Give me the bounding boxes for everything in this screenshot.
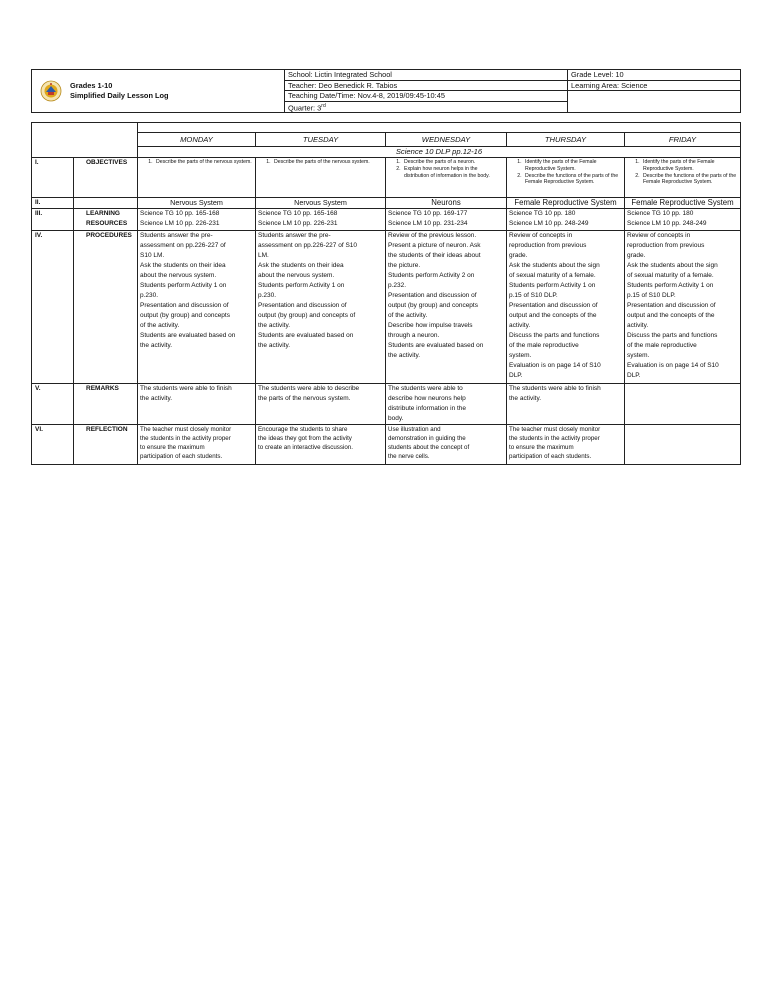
top-blank-strip (138, 123, 741, 133)
text-line: to ensure the maximum (140, 444, 205, 451)
objectives-tuesday (256, 158, 386, 198)
remarks-friday (625, 384, 741, 425)
text-line: system. (509, 352, 532, 359)
text-line: The students were able to (388, 385, 463, 392)
lesson-plan-grid (31, 122, 741, 465)
text-line: Presentation and discussion of (140, 302, 229, 309)
objective-item: 1. Describe the parts of the nervous system. (272, 159, 383, 166)
text-line: participation of each students. (140, 453, 223, 460)
text-line: output and the concepts of the (509, 312, 597, 319)
resources-wednesday (386, 209, 507, 231)
objective-item: 1. Identify the parts of the Female Reproductive System. (523, 159, 622, 173)
text-line: Review of concepts in (509, 232, 573, 239)
text-line: Students perform Activity 1 on (509, 282, 596, 289)
procedures-row (32, 231, 741, 384)
day-monday: MONDAY (138, 133, 256, 147)
objectives-friday (625, 158, 741, 198)
reflection-monday (138, 425, 256, 465)
row-label-line: LEARNING (86, 210, 120, 217)
text-line: the picture. (388, 262, 421, 269)
procedures-thursday (507, 231, 625, 384)
text-line: Students perform Activity 1 on (627, 282, 714, 289)
text-line: Science TG 10 pp. 180 (509, 210, 576, 217)
text-line: The students were able to finish (140, 385, 232, 392)
day-friday: FRIDAY (625, 133, 741, 147)
text-line: assessment on pp.226-227 of (140, 242, 226, 249)
text-line: p.15 of S10 DLP. (627, 292, 676, 299)
text-line: Science TG 10 pp. 165-168 (140, 210, 220, 217)
quarter-suffix: rd (321, 102, 326, 109)
text-line: system. (627, 352, 650, 359)
quarter-field (285, 101, 568, 113)
reflection-tuesday (256, 425, 386, 465)
row-label: REMARKS (74, 384, 138, 425)
teaching-date-field: Teaching Date/Time: Nov.4-8, 2019/09:45-10:45 (285, 91, 568, 102)
text-line: the students in the activity proper (509, 435, 600, 442)
text-line: Science LM 10 pp. 226-231 (140, 220, 220, 227)
text-line: Encourage the students to share (258, 426, 348, 433)
quarter-text: Quarter: 3 (288, 102, 322, 112)
text-line: Presentation and discussion of (388, 292, 477, 299)
text-line: Students are evaluated based on (258, 332, 354, 339)
text-line: LM. (258, 252, 269, 259)
text-line: about the nervous system. (258, 272, 335, 279)
text-line: Students are evaluated based on (140, 332, 236, 339)
remarks-wednesday (386, 384, 507, 425)
text-line: Discuss the parts and functions (509, 332, 600, 339)
text-line: distribute information in the (388, 405, 467, 412)
procedures-wednesday (386, 231, 507, 384)
text-line: The students were able to describe (258, 385, 360, 392)
dlp-reference: Science 10 DLP pp.12-16 (138, 147, 741, 158)
text-line: of the male reproductive (627, 342, 697, 349)
text-line: Use illustration and (388, 426, 441, 433)
objective-item: 2. Explain how neuron helps in the distribution of information in the body. (402, 166, 504, 180)
text-line: the ideas they got from the activity (258, 435, 352, 442)
text-line: Students are evaluated based on (388, 342, 484, 349)
topic-monday: Nervous System (138, 198, 256, 209)
text-line: Presentation and discussion of (509, 302, 598, 309)
text-line: Review of concepts in (627, 232, 691, 239)
text-line: Students perform Activity 2 on (388, 272, 475, 279)
log-title: Simplified Daily Lesson Log (70, 91, 169, 101)
text-line: the activity. (258, 322, 291, 329)
text-line: Evaluation is on page 14 of S10 (509, 362, 601, 369)
row-label: PROCEDURES (74, 231, 138, 384)
objectives-wednesday (386, 158, 507, 198)
objective-item: 1. Identify the parts of the Female Reproductive System. (641, 159, 738, 173)
row-number: I. (32, 158, 74, 198)
text-line: Evaluation is on page 14 of S10 (627, 362, 719, 369)
text-line: output (by group) and concepts of (258, 312, 356, 319)
text-line: activity. (509, 322, 531, 329)
text-line: to create an interactive discussion. (258, 444, 353, 451)
text-line: assessment on pp.226-227 of S10 (258, 242, 358, 249)
row-number: II. (32, 198, 74, 209)
log-grade-range: Grades 1-10 (70, 81, 113, 91)
text-line: Students perform Activity 1 on (140, 282, 227, 289)
resources-row (32, 209, 741, 231)
reflection-friday (625, 425, 741, 465)
text-line: Discuss the parts and functions (627, 332, 718, 339)
teacher-field: Teacher: Deo Benedick R. Tabios (285, 80, 568, 91)
text-line: of sexual maturity of a female. (627, 272, 714, 279)
procedures-friday (625, 231, 741, 384)
text-line: The students were able to finish (509, 385, 601, 392)
objective-item: 2. Describe the functions of the parts of the Female Reproductive System. (641, 173, 738, 187)
text-line: output (by group) and concepts (388, 302, 478, 309)
text-line: demonstration in guiding the (388, 435, 466, 442)
text-line: output and the concepts of the (627, 312, 715, 319)
text-line: the activity. (140, 342, 173, 349)
text-line: Ask the students on their idea (140, 262, 226, 269)
text-line: the parts of the nervous system. (258, 395, 351, 402)
resources-thursday (507, 209, 625, 231)
text-line: DLP. (509, 372, 523, 379)
text-line: the students in the activity proper (140, 435, 231, 442)
procedures-tuesday (256, 231, 386, 384)
text-line: output (by group) and concepts (140, 312, 230, 319)
header-title-cell (32, 70, 285, 113)
day-wednesday: WEDNESDAY (386, 133, 507, 147)
text-line: Science TG 10 pp. 169-177 (388, 210, 468, 217)
topic-friday: Female Reproductive System (625, 198, 741, 209)
text-line: DLP. (627, 372, 641, 379)
text-line: reproduction from previous (509, 242, 587, 249)
text-line: the nerve cells. (388, 453, 430, 460)
text-line: p.15 of S10 DLP. (509, 292, 558, 299)
lesson-log-header (31, 69, 741, 113)
text-line: students about the concept of (388, 444, 470, 451)
text-line: Science LM 10 pp. 248-249 (627, 220, 707, 227)
text-line: grade. (509, 252, 528, 259)
objectives-monday (138, 158, 256, 198)
resources-friday (625, 209, 741, 231)
row-number: III. (32, 209, 74, 231)
reflection-thursday (507, 425, 625, 465)
text-line: Ask the students about the sign (627, 262, 718, 269)
text-line: Students perform Activity 1 on (258, 282, 345, 289)
days-row (32, 133, 741, 147)
text-line: activity. (627, 322, 649, 329)
text-line: through a neuron. (388, 332, 440, 339)
text-line: The teacher must closely monitor (140, 426, 232, 433)
text-line: Science TG 10 pp. 180 (627, 210, 694, 217)
text-line: Science TG 10 pp. 165-168 (258, 210, 338, 217)
text-line: to ensure the maximum (509, 444, 574, 451)
text-line: Science LM 10 pp. 226-231 (258, 220, 338, 227)
text-line: p.232. (388, 282, 407, 289)
text-line: of the activity. (140, 322, 180, 329)
objectives-row (32, 158, 741, 198)
text-line: body. (388, 415, 404, 422)
text-line: the activity. (140, 395, 173, 402)
learning-area-field: Learning Area: Science (568, 80, 741, 91)
grade-level-field: Grade Level: 10 (568, 70, 741, 81)
text-line: p.230. (258, 292, 277, 299)
text-line: the activity. (509, 395, 542, 402)
text-line: Presentation and discussion of (627, 302, 716, 309)
row-label: OBJECTIVES (74, 158, 138, 198)
row-number: IV. (32, 231, 74, 384)
objective-item: 1. Describe the parts of a neuron. (402, 159, 504, 166)
text-line: reproduction from previous (627, 242, 705, 249)
row-label (74, 209, 138, 231)
deped-seal-icon (40, 80, 62, 102)
text-line: the activity. (258, 342, 291, 349)
text-line: Ask the students about the sign (509, 262, 600, 269)
objective-item: 2. Describe the functions of the parts of the Female Reproductive System. (523, 173, 622, 187)
text-line: Present a picture of neuron. Ask (388, 242, 481, 249)
row-number: V. (32, 384, 74, 425)
remarks-row (32, 384, 741, 425)
resources-tuesday (256, 209, 386, 231)
text-line: The teacher must closely monitor (509, 426, 601, 433)
topic-thursday: Female Reproductive System (507, 198, 625, 209)
remarks-thursday (507, 384, 625, 425)
blank-header-cell (568, 91, 741, 113)
row-number: VI. (32, 425, 74, 465)
remarks-tuesday (256, 384, 386, 425)
objectives-thursday (507, 158, 625, 198)
text-line: of sexual maturity of a female. (509, 272, 596, 279)
text-line: Describe how impulse travels (388, 322, 473, 329)
reflection-row (32, 425, 741, 465)
row-label: REFLECTION (74, 425, 138, 465)
text-line: the activity. (388, 352, 421, 359)
text-line: Students answer the pre- (140, 232, 213, 239)
text-line: Review of the previous lesson. (388, 232, 477, 239)
procedures-monday (138, 231, 256, 384)
text-line: of the male reproductive (509, 342, 579, 349)
topic-tuesday: Nervous System (256, 198, 386, 209)
text-line: the students of their ideas about (388, 252, 481, 259)
content-row (32, 198, 741, 209)
corner-blank (32, 123, 138, 158)
text-line: describe how neurons help (388, 395, 466, 402)
reflection-wednesday (386, 425, 507, 465)
text-line: participation of each students. (509, 453, 592, 460)
text-line: Ask the students on their idea (258, 262, 344, 269)
text-line: about the nervous system. (140, 272, 217, 279)
text-line: Presentation and discussion of (258, 302, 347, 309)
school-field: School: Lictin Integrated School (285, 70, 568, 81)
remarks-monday (138, 384, 256, 425)
text-line: S10 LM. (140, 252, 165, 259)
row-label (74, 198, 138, 209)
text-line: grade. (627, 252, 646, 259)
text-line: Science LM 10 pp. 231-234 (388, 220, 468, 227)
text-line: p.230. (140, 292, 159, 299)
row-label-line: RESOURCES (86, 220, 128, 227)
text-line: Students answer the pre- (258, 232, 331, 239)
resources-monday (138, 209, 256, 231)
day-tuesday: TUESDAY (256, 133, 386, 147)
text-line: of the activity. (388, 312, 428, 319)
objective-item: 1. Describe the parts of the nervous system. (154, 159, 253, 166)
day-thursday: THURSDAY (507, 133, 625, 147)
topic-wednesday: Neurons (386, 198, 507, 209)
text-line: Science LM 10 pp. 248-249 (509, 220, 589, 227)
